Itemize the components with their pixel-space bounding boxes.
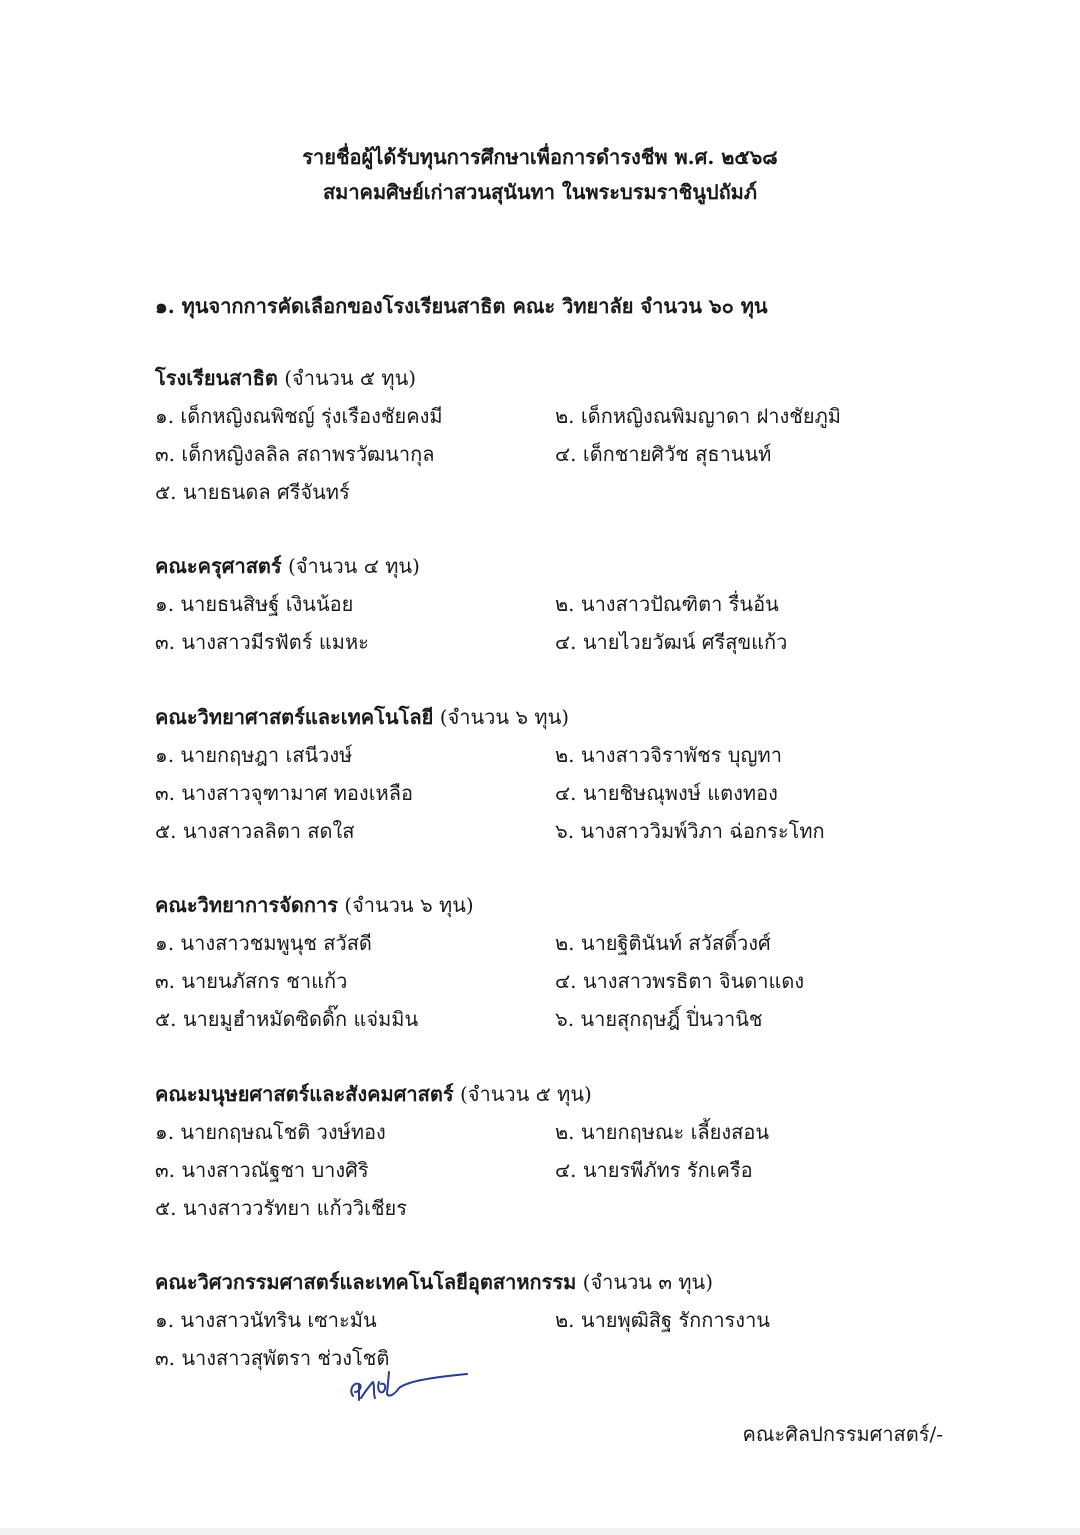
recipient-list — [155, 585, 975, 661]
recipient-item: ๓. นางสาวณัฐชา บางศิริ — [155, 1158, 369, 1182]
recipient-item: ๖. นางสาววิมพ์วิภา ฉ่อกระโทก — [555, 819, 825, 843]
section-faculty-of-management-science — [155, 886, 975, 1038]
section-name: คณะครุศาสตร์ — [155, 554, 282, 578]
recipient-item: ๑. นายกฤษณโชติ วงษ์ทอง — [155, 1120, 386, 1144]
document-title-line2: สมาคมศิษย์เก่าสวนสุนันทา ในพระบรมราชินูปถัมภ์ — [322, 180, 758, 204]
recipient-list — [155, 397, 975, 511]
section-count: (จำนวน ๖ ทุน) — [344, 893, 474, 917]
recipient-item: ๑. นายธนสิษฐ์ เงินน้อย — [155, 592, 354, 616]
section-faculty-of-education — [155, 547, 975, 661]
section-name: คณะวิทยาการจัดการ — [155, 893, 338, 917]
recipient-item: ๕. นางสาววรัทยา แก้ววิเชียร — [155, 1196, 407, 1220]
recipient-item: ๓. นายนภัสกร ชาแก้ว — [155, 969, 348, 993]
recipient-item: ๒. นางสาวปัณฑิตา รื่นอ้น — [555, 592, 779, 616]
document-title-line1: รายชื่อผู้ได้รับทุนการศึกษาเพื่อการดำรงชีพ พ.ศ. ๒๕๖๘ — [302, 145, 778, 169]
section-heading — [155, 886, 975, 924]
section-name: คณะมนุษยศาสตร์และสังคมศาสตร์ — [155, 1082, 454, 1106]
section-count: (จำนวน ๓ ทุน) — [582, 1270, 714, 1294]
section-name: โรงเรียนสาธิต — [155, 366, 278, 390]
section-count: (จำนวน ๔ ทุน) — [288, 554, 420, 578]
section-heading — [155, 1263, 975, 1301]
section-name: คณะวิทยาศาสตร์และเทคโนโลยี — [155, 705, 434, 729]
recipient-item: ๓. นางสาวจุฑามาศ ทองเหลือ — [155, 781, 413, 805]
section-demonstration-school — [155, 359, 975, 511]
recipient-item: ๒. นายกฤษณะ เลี้ยงสอน — [555, 1120, 770, 1144]
recipient-item: ๕. นายธนดล ศรีจันทร์ — [155, 480, 350, 504]
section-heading — [155, 1075, 975, 1113]
recipient-item: ๑. นางสาวนัทริน เซาะมัน — [155, 1308, 377, 1332]
recipient-item: ๑. นายกฤษฎา เสนีวงษ์ — [155, 743, 353, 767]
recipient-item: ๔. เด็กชายศิวัช สุธานนท์ — [555, 442, 772, 466]
recipient-item: ๔. นายไวยวัฒน์ ศรีสุขแก้ว — [555, 630, 788, 654]
recipient-item: ๔. นายรพีภัทร รักเครือ — [555, 1158, 753, 1182]
recipient-item: ๕. นางสาวลลิตา สดใส — [155, 819, 355, 843]
section-heading — [155, 359, 975, 397]
recipient-item: ๔. นายชิษณุพงษ์ แตงทอง — [555, 781, 778, 805]
recipient-item: ๕. นายมูฮำหมัดซิดดิ๊ก แจ่มมิน — [155, 1007, 419, 1031]
section-name: คณะวิศวกรรมศาสตร์และเทคโนโลยีอุตสาหกรรม — [155, 1270, 577, 1294]
recipient-item: ๒. นายพุฒิสิฐ รักการงาน — [555, 1308, 770, 1332]
recipient-item: ๒. นางสาวจิราพัชร บุญทา — [555, 743, 782, 767]
recipient-item: ๔. นางสาวพรธิตา จินดาแดง — [555, 969, 805, 993]
section-count: (จำนวน ๖ ทุน) — [439, 705, 570, 729]
section-faculty-of-science-and-technology — [155, 698, 975, 850]
recipient-list — [155, 736, 975, 850]
recipient-item: ๑. นางสาวชมพูนุช สวัสดี — [155, 931, 372, 955]
continuation-note: คณะศิลปกรรมศาสตร์/- — [742, 1422, 943, 1446]
recipient-item: ๑. เด็กหญิงณพิชญ์ รุ่งเรืองชัยคงมี — [155, 404, 443, 428]
section-faculty-of-engineering-and-industrial-technology — [155, 1263, 975, 1377]
handwritten-signature — [345, 1352, 475, 1404]
scholarship-category-heading: ๑. ทุนจากการคัดเลือกของโรงเรียนสาธิต คณะ วิทยาลัย จำนวน ๖๐ ทุน — [155, 294, 768, 318]
recipient-list — [155, 924, 975, 1038]
recipient-item: ๓. นางสาวมีรฟัตร์ แมหะ — [155, 630, 369, 654]
section-count: (จำนวน ๕ ทุน) — [459, 1082, 592, 1106]
section-heading — [155, 698, 975, 736]
recipient-item: ๖. นายสุกฤษฎิ์ ปิ่นวานิช — [555, 1007, 763, 1031]
section-faculty-of-humanities-and-social-sciences — [155, 1075, 975, 1227]
recipient-item: ๒. นายฐิตินันท์ สวัสดิ์วงศ์ — [555, 931, 771, 955]
recipient-item: ๓. นางสาวสุพัตรา ช่วงโชติ — [155, 1346, 390, 1370]
recipient-item: ๓. เด็กหญิงลลิล สถาพรวัฒนากุล — [155, 442, 435, 466]
recipient-list — [155, 1113, 975, 1227]
section-count: (จำนวน ๕ ทุน) — [284, 366, 417, 390]
section-heading — [155, 547, 975, 585]
recipient-item: ๒. เด็กหญิงณพิมญาดา ฝางชัยภูมิ — [555, 404, 841, 428]
recipient-list — [155, 1301, 975, 1377]
